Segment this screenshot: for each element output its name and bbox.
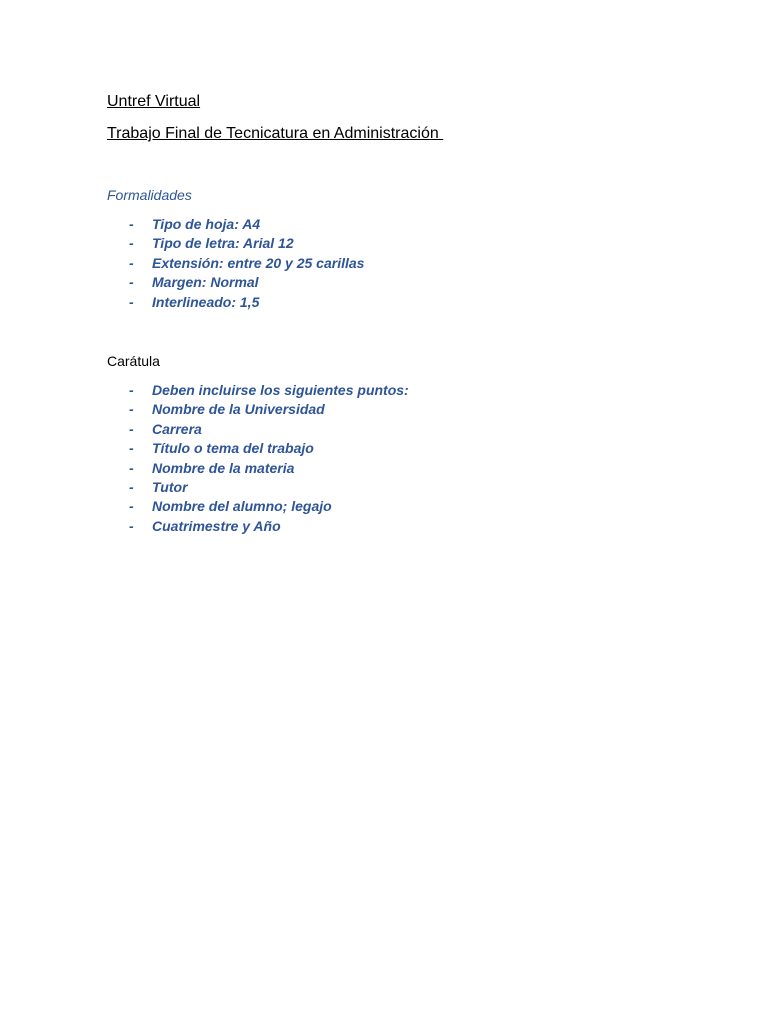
dash-bullet: - [129,235,134,252]
list-item-text: Tutor [152,478,188,495]
dash-bullet: - [129,517,134,534]
dash-bullet: - [129,254,134,271]
dash-bullet: - [129,440,134,457]
list-item-text: Nombre de la materia [152,459,295,476]
dash-bullet: - [129,498,134,515]
list-item-text: Interlineado: 1,5 [152,293,260,310]
list-item-text: Tipo de hoja: A4 [152,216,261,232]
dash-bullet: - [129,293,134,310]
list-item-text: Margen: Normal [152,274,259,291]
dash-bullet: - [129,382,134,398]
dash-bullet: - [129,478,134,495]
list-item-text: Nombre del alumno; legajo [152,498,332,515]
section-heading-caratula: Carátula [107,353,160,369]
list-item-text: Nombre de la Universidad [152,401,325,418]
dash-bullet: - [129,216,134,232]
list-item-text: Cuatrimestre y Año [152,517,281,534]
section-heading-formalidades: Formalidades [107,187,192,203]
list-item-text: Deben incluirse los siguientes puntos: [152,382,409,398]
dash-bullet: - [129,420,134,437]
dash-bullet: - [129,401,134,418]
list-item-text: Extensión: entre 20 y 25 carillas [152,254,365,271]
list-item-text: Tipo de letra: Arial 12 [152,235,294,252]
document-subtitle: Trabajo Final de Tecnicatura en Administración [107,125,444,142]
document-title: Untref Virtual [107,93,201,110]
list-item-text: Título o tema del trabajo [152,440,314,457]
dash-bullet: - [129,274,134,291]
list-item-text: Carrera [152,420,202,437]
dash-bullet: - [129,459,134,476]
